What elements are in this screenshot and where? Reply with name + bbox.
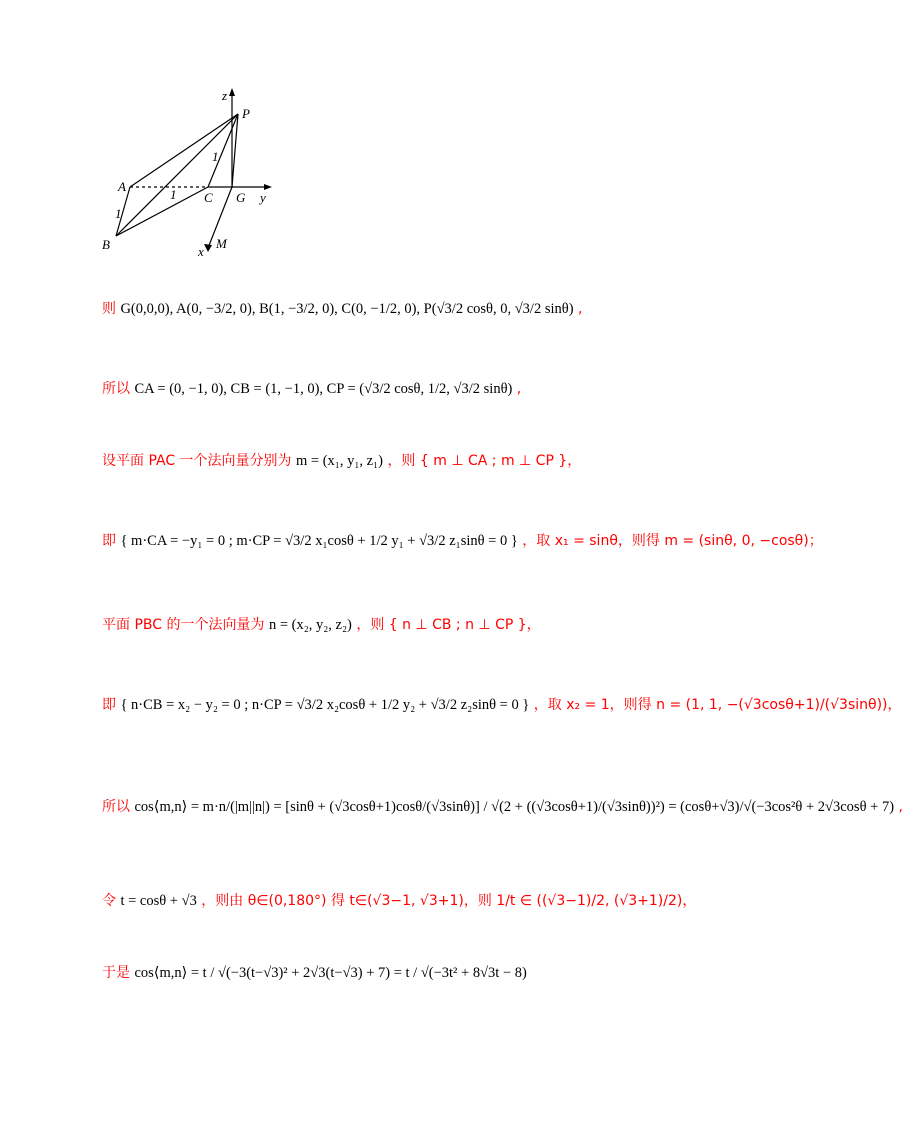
line-math: m = (x₁, y₁, z₁)	[296, 453, 383, 469]
line-math: n = (x₂, y₂, z₂)	[268, 617, 352, 633]
edge-bc	[116, 187, 208, 236]
line-tail: ，取 x₂ = 1，则得 n = (1, 1, −(√3cosθ+1)/(√3sinθ))，	[533, 697, 902, 713]
vectors-line	[102, 378, 762, 398]
label-cp-length: 1	[212, 149, 219, 164]
line-lead: 即	[102, 533, 116, 549]
line-tail: ，则 { n ⊥ CB ; n ⊥ CP }，	[356, 617, 541, 633]
label-g: G	[236, 190, 246, 205]
line-math: CA = (0, −1, 0), CB = (1, −1, 0), CP = (√3/2 cosθ, 1/2, √3/2 sinθ)	[134, 381, 513, 397]
line-lead: 于是	[102, 965, 130, 981]
pbc-normal-solution-line	[102, 694, 902, 714]
line-math: G(0,0,0), A(0, −3/2, 0), B(1, −3/2, 0), C(0, −1/2, 0), P(√3/2 cosθ, 0, √3/2 sinθ)	[120, 301, 574, 317]
label-x: x	[198, 244, 204, 259]
line-lead: 即	[102, 697, 116, 713]
label-ab-length: 1	[115, 206, 122, 221]
line-lead: 令	[102, 893, 116, 909]
pbc-normal-setup-line	[102, 614, 762, 634]
result-line	[102, 962, 762, 982]
substitution-line	[102, 890, 762, 910]
label-z: z	[222, 88, 228, 103]
label-p: P	[242, 106, 250, 121]
geometry-figure	[96, 88, 286, 260]
pac-normal-setup-line	[102, 450, 762, 470]
line-lead: 设平面 PAC 一个法向量分别为	[102, 453, 292, 469]
line-lead: 所以	[102, 381, 130, 397]
label-m: M	[216, 236, 227, 251]
label-c: C	[204, 190, 213, 205]
line-lead: 则	[102, 301, 116, 317]
line-tail: ，则 { m ⊥ CA ; m ⊥ CP }，	[387, 453, 582, 469]
line-tail: ,	[516, 381, 522, 397]
cosine-line	[102, 796, 903, 816]
line-math: t = cosθ + √3	[120, 893, 197, 909]
coordinates-line	[102, 298, 762, 318]
label-b: B	[102, 237, 110, 252]
line-math: { n·CB = x₂ − y₂ = 0 ; n·CP = √3/2 x₂cosθ + 1/2 y₂ + √3/2 z₂sinθ = 0 }	[120, 697, 530, 713]
line-math: { m·CA = −y₁ = 0 ; m·CP = √3/2 x₁cosθ + 1/2 y₁ + √3/2 z₁sinθ = 0 }	[120, 533, 518, 549]
line-tail: ，取 x₁ = sinθ，则得 m = (sinθ, 0, −cosθ)；	[522, 533, 823, 549]
line-math: cos⟨m,n⟩ = t / √(−3(t−√3)² + 2√3(t−√3) + 7) = t / √(−3t² + 8√3t − 8)	[134, 965, 527, 981]
label-bc-length: 1	[170, 187, 177, 202]
line-math: cos⟨m,n⟩ = m·n/(|m||n|) = [sinθ + (√3cosθ+1)cosθ/(√3sinθ)] / √(2 + ((√3cosθ+1)/(√3sinθ))²) = (cosθ+√3)/√(−3cos²θ + 2√3cosθ + 7)	[134, 799, 895, 815]
line-tail: ,	[577, 301, 583, 317]
label-y: y	[260, 190, 266, 205]
edge-ap	[130, 114, 238, 187]
line-tail: ，则由 θ∈(0,180°) 得 t∈(√3−1, √3+1)，则 1/t ∈ ((√3−1)/2, (√3+1)/2)，	[201, 893, 697, 909]
line-lead: 所以	[102, 799, 130, 815]
label-a: A	[118, 179, 126, 194]
line-tail: ,	[898, 799, 903, 815]
line-lead: 平面 PBC 的一个法向量为	[102, 617, 265, 633]
pac-normal-solution-line	[102, 530, 823, 550]
